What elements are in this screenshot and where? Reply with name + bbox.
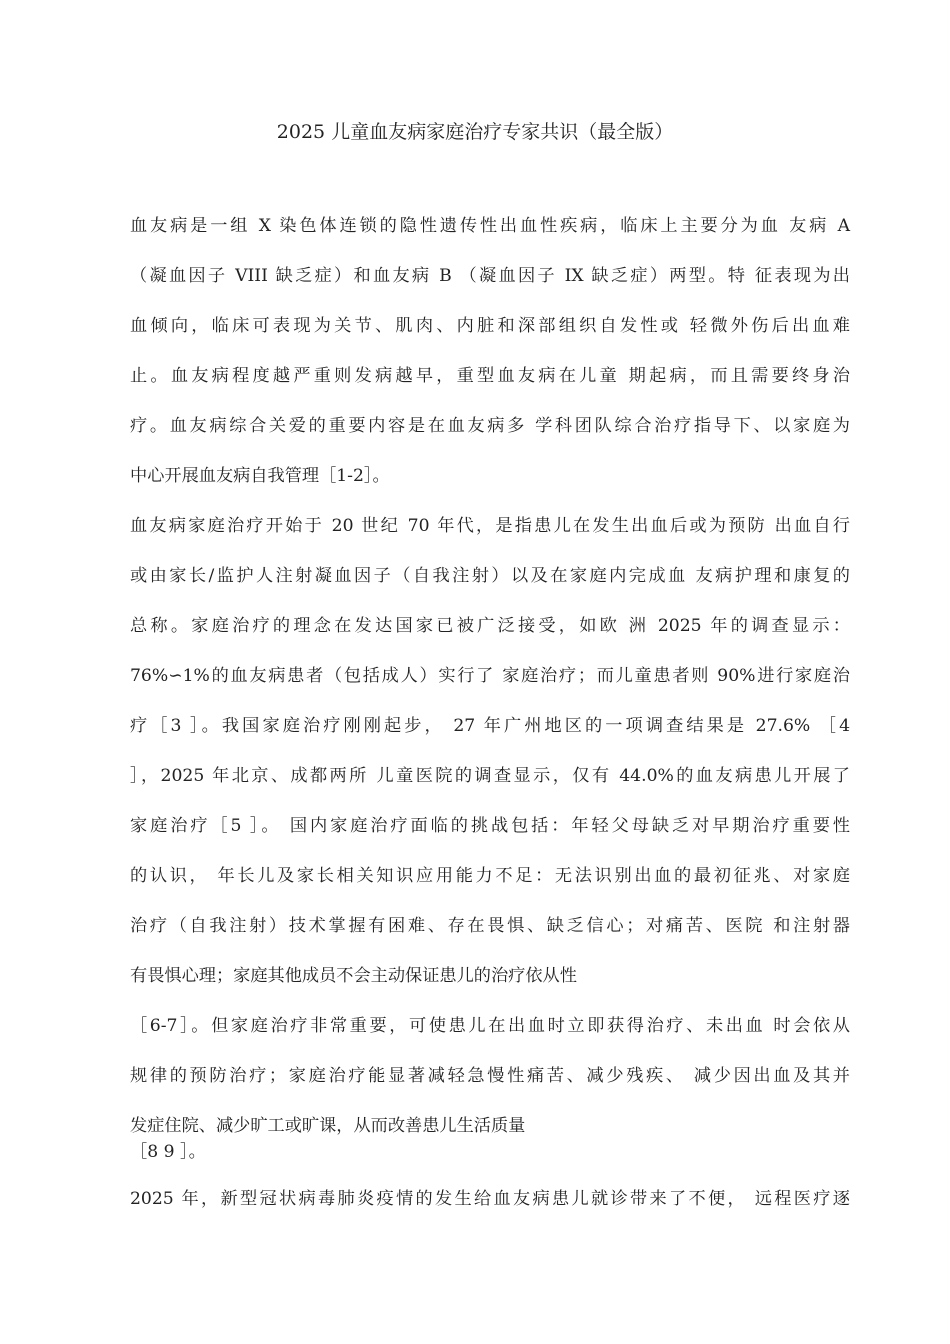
paragraph-2-line: 或由家长/监护人注射凝血因子（自我注射）以及在家庭内完成血 友病护理和康复的 <box>130 566 850 586</box>
paragraph-2-line: 家庭治疗［5 ］。 国内家庭治疗面临的挑战包括：年轻父母缺乏对早期治疗重要性 <box>130 816 850 836</box>
paragraph-2-line: 76%∽1%的血友病患者（包括成人）实行了 家庭治疗；而儿童患者则 90%进行家庭治 <box>130 666 850 686</box>
paragraph-2-line: 的认识， 年长儿及家长相关知识应用能力不足：无法识别出血的最初征兆、对家庭 <box>130 866 850 886</box>
paragraph-1-line: 止。血友病程度越严重则发病越早，重型血友病在儿童 期起病，而且需要终身治 <box>130 366 850 386</box>
paragraph-1-line: 血倾向，临床可表现为关节、肌肉、内脏和深部组织自发性或 轻微外伤后出血难 <box>130 316 850 336</box>
paragraph-1-line: （凝血因子 VIII 缺乏症）和血友病 B （凝血因子 IX 缺乏症）两型。特 征表现为出 <box>130 266 850 286</box>
paragraph-2-line: 总称。家庭治疗的理念在发达国家已被广泛接受，如欧 洲 2025 年的调查显示： <box>130 616 850 636</box>
document-title: 2025 儿童血友病家庭治疗专家共识（最全版） <box>276 121 674 143</box>
paragraph-2-line: 有畏惧心理；家庭其他成员不会主动保证患儿的治疗依从性 <box>130 966 577 986</box>
paragraph-2-line: 血友病家庭治疗开始于 20 世纪 70 年代，是指患儿在发生出血后或为预防 出血自行 <box>130 516 850 536</box>
paragraph-2-line: 规律的预防治疗；家庭治疗能显著减轻急慢性痛苦、减少残疾、 减少因出血及其并 <box>130 1066 850 1086</box>
paragraph-2-line: ［6-7］。但家庭治疗非常重要，可使患儿在出血时立即获得治疗、未出血 时会依从 <box>130 1016 850 1036</box>
paragraph-2-line: 疗［3 ］。我国家庭治疗刚刚起步， 27 年广州地区的一项调查结果是 27.6% ［4 <box>130 716 850 736</box>
paragraph-2-line: ］，2025 年北京、成都两所 儿童医院的调查显示，仅有 44.0%的血友病患儿开展了 <box>130 766 850 786</box>
paragraph-1-line: 血友病是一组 X 染色体连锁的隐性遗传性出血性疾病，临床上主要分为血 友病 A <box>130 216 850 236</box>
paragraph-1-line: 疗。血友病综合关爱的重要内容是在血友病多 学科团队综合治疗指导下、以家庭为 <box>130 416 850 436</box>
paragraph-1-line: 中心开展血友病自我管理［1-2］。 <box>130 466 390 486</box>
paragraph-2-line: 治疗（自我注射）技术掌握有困难、存在畏惧、缺乏信心；对痛苦、医院 和注射器 <box>130 916 850 936</box>
paragraph-3-line: 2025 年，新型冠状病毒肺炎疫情的发生给血友病患儿就诊带来了不便， 远程医疗逐 <box>130 1189 850 1209</box>
paragraph-2-line: 发症住院、减少旷工或旷课，从而改善患儿生活质量 <box>130 1116 526 1136</box>
paragraph-2-line: ［8 9 ］。 <box>130 1142 206 1162</box>
